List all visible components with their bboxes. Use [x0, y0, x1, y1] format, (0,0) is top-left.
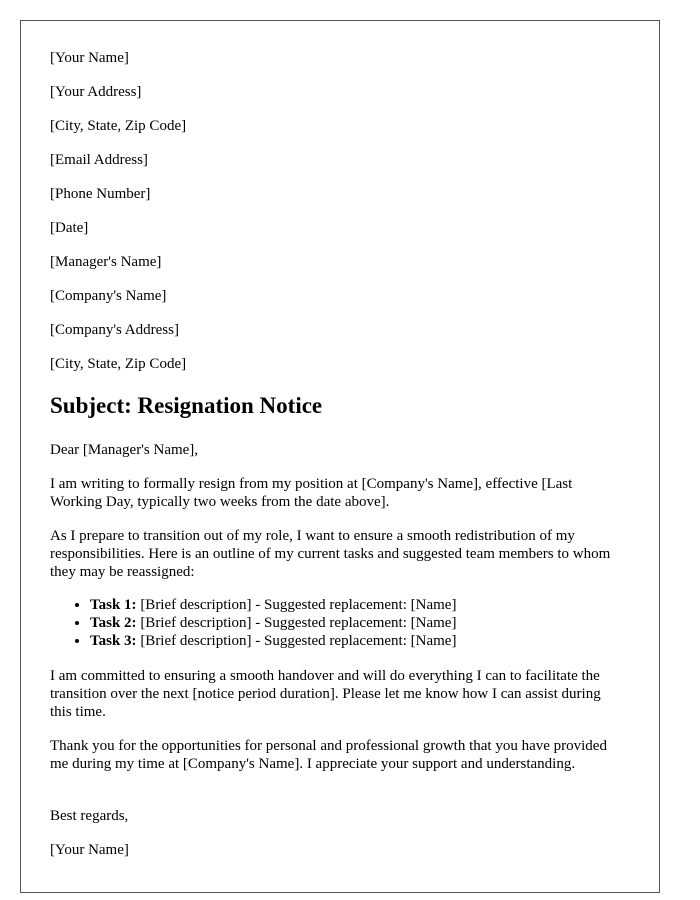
task-label: Task 3: [90, 633, 137, 649]
resignation-letter [20, 20, 660, 893]
sender-email: [Email Address] [50, 152, 148, 168]
sender-address: [Your Address] [50, 84, 142, 100]
sender-name: [Your Name] [50, 50, 129, 66]
task-label: Task 2: [90, 615, 137, 631]
recipient-city-state-zip: [City, State, Zip Code] [50, 356, 187, 372]
salutation: Dear [Manager's Name], [50, 442, 199, 458]
recipient-manager-name: [Manager's Name] [50, 254, 162, 270]
recipient-company-address: [Company's Address] [50, 322, 179, 338]
paragraph-transition: As I prepare to transition out of my role, I want to ensure a smooth redistribution of my responsibilities. Here is an outline of my current tasks and suggested team members to whom they may be reassigned: [50, 528, 611, 580]
letter-subject: Subject: Resignation Notice [50, 393, 323, 418]
sender-city-state-zip: [City, State, Zip Code] [50, 118, 187, 134]
task-item [90, 632, 456, 650]
task-item [90, 614, 456, 632]
signature: [Your Name] [50, 842, 129, 858]
letter-date: [Date] [50, 220, 89, 236]
task-item [90, 596, 456, 614]
sender-phone: [Phone Number] [50, 186, 151, 202]
task-label: Task 1: [90, 597, 137, 613]
task-description: [Brief description] - Suggested replacement: [Name] [136, 633, 457, 649]
paragraph-handover: I am committed to ensuring a smooth handover and will do everything I can to facilitate the transition over the next [notice period duration]. Please let me know how I can assist during this time. [50, 668, 601, 720]
recipient-company-name: [Company's Name] [50, 288, 167, 304]
closing: Best regards, [50, 808, 129, 824]
task-description: [Brief description] - Suggested replacement: [Name] [136, 615, 457, 631]
paragraph-resignation: I am writing to formally resign from my position at [Company's Name], effective [Last Working Day, typically two weeks from the date above]. [50, 476, 573, 510]
paragraph-thanks: Thank you for the opportunities for personal and professional growth that you have provided me during my time at [Company's Name]. I appreciate your support and understanding. [50, 738, 607, 772]
task-description: [Brief description] - Suggested replacement: [Name] [136, 597, 457, 613]
task-list [50, 596, 456, 650]
